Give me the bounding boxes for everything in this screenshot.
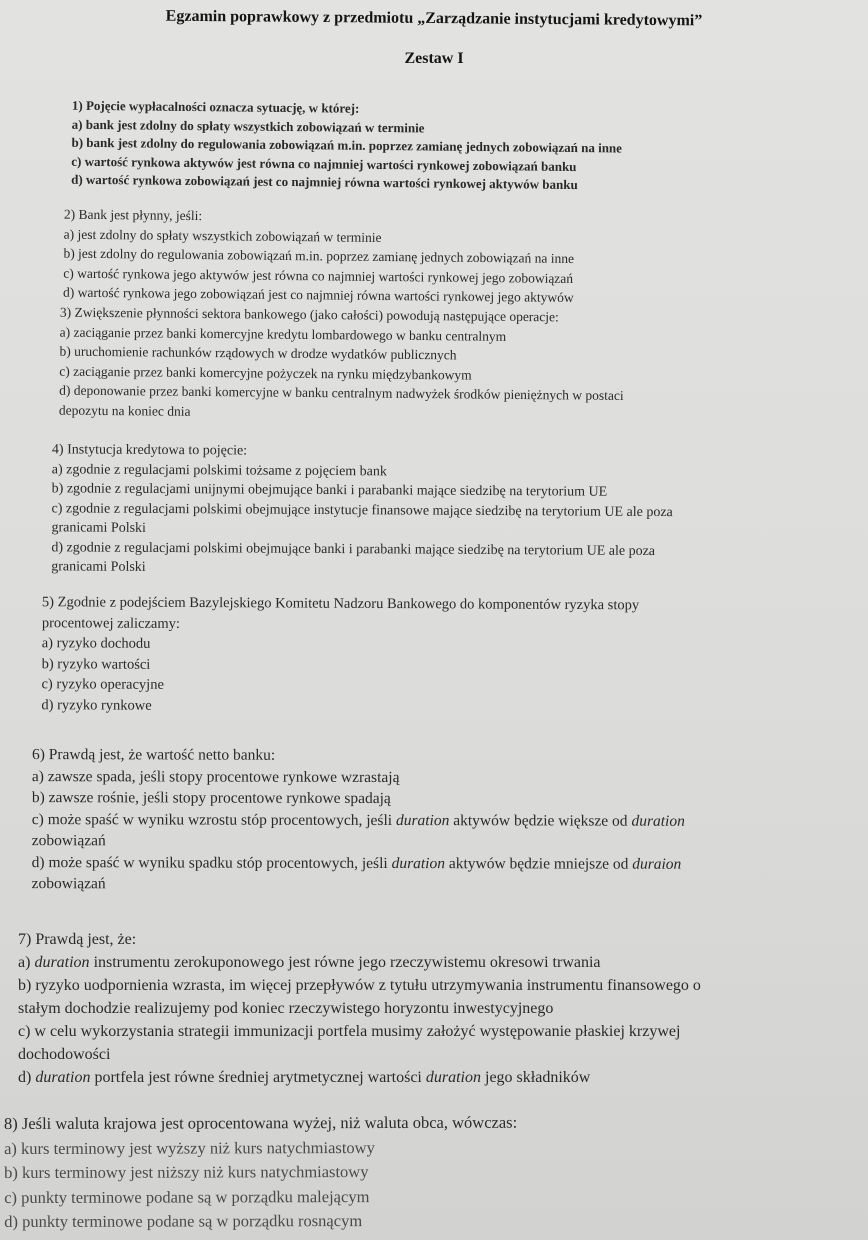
answer-option: c) ryzyko operacyjne <box>41 676 164 693</box>
answer-option: d) wartość rynkowa zobowiązań jest co najmniej równa wartości rynkowej aktywów banku <box>71 171 578 193</box>
answer-option-continuation: zobowiązań <box>31 832 106 850</box>
answer-option: a) zawsze spada, jeśli stopy procentowe rynkowe wzrastają <box>31 767 400 786</box>
answer-option: d) wartość rynkowa jego zobowiązań jest co najmniej równa wartości rynkowej jego aktywów <box>63 284 574 306</box>
question-5 <box>0 592 868 720</box>
answer-option: b) bank jest zdolny do regulowania zobowiązań m.in. poprzez zamianę jednych zobowiązań na inne <box>71 134 623 156</box>
option-text: portfela jest równe średniej arytmetycznej wartości <box>90 1069 426 1086</box>
question-3 <box>0 302 868 428</box>
answer-option: b) ryzyko uodpornienia wzrasta, im więcej przepływów z tytułu utrzymywania instrumentu finansowego o <box>18 977 701 994</box>
answer-option-continuation: zobowiązań <box>31 875 106 893</box>
exam-title: Egzamin poprawkowy z przedmiotu „Zarządzanie instytucjami kredytowymi” <box>165 7 703 30</box>
duration-term: duraion <box>632 855 682 873</box>
question-text: 6) Prawdą jest, że wartość netto banku: <box>31 746 276 764</box>
option-text: aktywów będzie większe od <box>449 811 632 830</box>
question-text: 2) Bank jest płynny, jeśli: <box>63 206 203 224</box>
duration-term: duration <box>631 812 685 830</box>
duration-term: duration <box>391 854 446 872</box>
question-1 <box>0 96 868 198</box>
answer-option: c) wartość rynkowa aktywów jest równa co najmniej wartości rynkowej zobowiązań banku <box>71 153 577 174</box>
answer-option <box>18 1066 868 1089</box>
answer-option: b) uruchomienie rachunków rządowych w drodze wydatków publicznych <box>59 343 457 363</box>
question-text: 1) Pojęcie wypłacalności oznacza sytuację, w której: <box>71 97 360 116</box>
answer-option: d) zgodnie z regulacjami polskimi obejmujące banki i parabanki mające siedzibę na terytorium UE ale poza <box>51 539 656 559</box>
answer-option-continuation: depozytu na koniec dnia <box>58 402 191 419</box>
answer-option: c) wartość rynkowa jego aktywów jest równa co najmniej wartości rynkowej jego zobowiązań <box>63 265 574 286</box>
answer-option: b) jest zdolny do regulowania zobowiązań m.in. poprzez zamianę jednych zobowiązań na inne <box>63 245 575 267</box>
answer-option-continuation: granicami Polski <box>51 520 147 536</box>
answer-option: b) zawsze rośnie, jeśli stopy procentowe rynkowe spadają <box>31 789 391 808</box>
answer-option-continuation: granicami Polski <box>51 559 146 575</box>
question-text: 7) Prawdą jest, że: <box>18 931 137 948</box>
question-text: 8) Jeśli waluta krajowa jest oprocentowana wyżej, niż waluta obca, wówczas: <box>4 1112 518 1133</box>
answer-option: a) jest zdolny do spłaty wszystkich zobowiązań w terminie <box>63 226 382 245</box>
question-text: 3) Zwiększenie płynności sektora bankowego (jako całości) powodują następujące operacje: <box>59 304 559 325</box>
option-text: d) może spaść w wyniku spadku stóp procentowych, jeśli <box>31 853 392 872</box>
answer-option: b) zgodnie z regulacjami unijnymi obejmujące banki i parabanki mające siedzibę na terytorium UE <box>51 481 608 500</box>
question-2 <box>0 204 868 311</box>
answer-option: a) zaciąganie przez banki komercyjne kredytu lombardowego w banku centralnym <box>59 324 507 344</box>
duration-term: duration <box>425 1069 481 1086</box>
option-text: aktywów będzie mniejsze od <box>444 854 633 873</box>
exam-set-label: Zestaw I <box>404 50 464 67</box>
answer-option: c) punkty terminowe podane są w porządku malejącym <box>4 1186 370 1207</box>
question-text: 5) Zgodnie z podejściem Bazylejskiego Komitetu Nadzoru Bankowego do komponentów ryzyka stopy <box>41 594 640 614</box>
answer-option: b) ryzyko wartości <box>41 655 151 673</box>
answer-option: c) zgodnie z regulacjami polskimi obejmujące instytucje finansowe mające siedzibę na terytorium UE ale poza <box>51 500 673 520</box>
option-text: jego składników <box>481 1069 591 1086</box>
answer-option-continuation: stałym dochodzie realizujemy pod koniec rzeczywistego horyzontu inwestycyjnego <box>18 1000 554 1017</box>
answer-option: d) punkty terminowe podane są w porządku rosnącym <box>4 1211 363 1231</box>
answer-option: b) kurs terminowy jest niższy niż kurs natychmiastowy <box>4 1162 369 1182</box>
duration-term: duration <box>395 811 450 829</box>
answer-option: d) deponowanie przez banki komercyjne w banku centralnym nadwyżek środków pieniężnych w postaci <box>59 382 624 403</box>
answer-option: c) zaciąganie przez banki komercyjne pożyczek na rynku międzybankowym <box>59 363 472 383</box>
answer-option: a) ryzyko dochodu <box>41 635 151 652</box>
answer-option <box>32 852 868 876</box>
duration-term: duration <box>35 1069 91 1086</box>
answer-option <box>18 951 868 974</box>
answer-option <box>32 809 868 833</box>
answer-option-continuation: dochodowości <box>18 1046 111 1063</box>
option-text: c) może spaść w wyniku wzrostu stóp procentowych, jeśli <box>31 810 396 829</box>
question-4 <box>0 440 868 582</box>
answer-option: c) w celu wykorzystania strategii immunizacji portfela musimy założyć występowanie płaskiej krzywej <box>18 1023 681 1040</box>
question-7 <box>0 928 868 1089</box>
question-6 <box>0 744 868 897</box>
answer-option: a) bank jest zdolny do spłaty wszystkich zobowiązań w terminie <box>71 116 425 135</box>
question-text: 4) Instytucja kredytowa to pojęcie: <box>51 442 248 459</box>
question-text-continuation: procentowej zaliczamy: <box>41 614 180 632</box>
answer-option: a) zgodnie z regulacjami polskimi tożsame z pojęciem bank <box>51 461 387 479</box>
option-text: instrumentu zerokuponowego jest równe jego rzeczywistemu okresowi trwania <box>89 954 601 971</box>
question-8 <box>0 1110 868 1235</box>
option-text: d) <box>18 1069 36 1086</box>
duration-term: duration <box>34 954 90 971</box>
answer-option: d) ryzyko rynkowe <box>41 696 152 714</box>
option-text: a) <box>18 954 35 971</box>
answer-option: a) kurs terminowy jest wyższy niż kurs natychmiastowy <box>4 1137 375 1158</box>
